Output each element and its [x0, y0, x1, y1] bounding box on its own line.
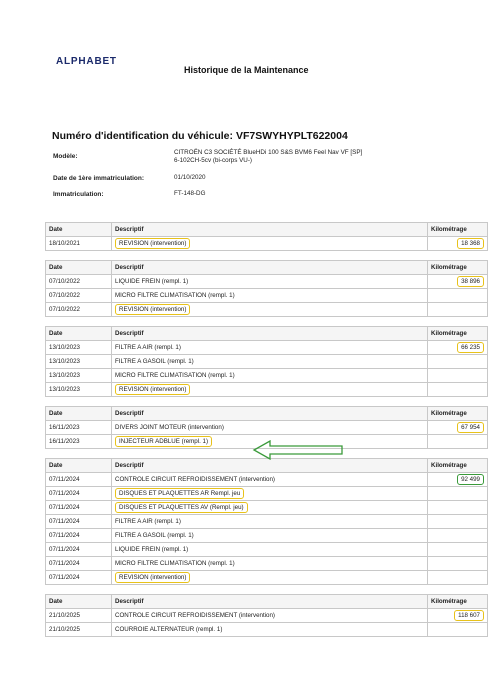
date-cell: 07/10/2022 [46, 303, 112, 317]
highlighted-mileage: 92 499 [457, 474, 484, 485]
table-row [46, 237, 488, 251]
column-header-description: Descriptif [112, 327, 428, 341]
highlighted-mileage: 18 368 [457, 238, 484, 249]
description-cell: MICRO FILTRE CLIMATISATION (rempl. 1) [112, 557, 428, 571]
table-header-row [46, 223, 488, 237]
table-row [46, 473, 488, 487]
highlighted-description: INJECTEUR ADBLUE (rempl. 1) [115, 436, 212, 447]
highlighted-description: REVISION (intervention) [115, 238, 190, 249]
visit-table [45, 326, 488, 397]
column-header-description: Descriptif [112, 459, 428, 473]
mileage-cell [428, 487, 488, 501]
date-cell: 07/10/2022 [46, 275, 112, 289]
column-header-date: Date [46, 407, 112, 421]
date-cell: 21/10/2025 [46, 623, 112, 637]
date-cell: 07/11/2024 [46, 543, 112, 557]
table-row [46, 289, 488, 303]
date-cell: 13/10/2023 [46, 383, 112, 397]
date-cell: 13/10/2023 [46, 355, 112, 369]
table-row [46, 501, 488, 515]
description-cell: LIQUIDE FREIN (rempl. 1) [112, 275, 428, 289]
model-value [174, 149, 444, 165]
table-header-row [46, 327, 488, 341]
table-header-row [46, 407, 488, 421]
date-cell: 07/11/2024 [46, 529, 112, 543]
table-row [46, 623, 488, 637]
mileage-cell [428, 275, 488, 289]
date-cell: 16/11/2023 [46, 435, 112, 449]
alphabet-logo: ALPHABET [56, 56, 117, 67]
highlighted-description: DISQUES ET PLAQUETTES AR Rempl. jeu [115, 488, 244, 499]
column-header-mileage: Kilométrage [428, 407, 488, 421]
registration-date-value: 01/10/2020 [174, 174, 206, 181]
column-header-description: Descriptif [112, 261, 428, 275]
description-cell [112, 487, 428, 501]
registration-date-label: Date de 1ère immatriculation: [53, 175, 145, 182]
column-header-mileage: Kilométrage [428, 595, 488, 609]
table-row [46, 303, 488, 317]
mileage-cell [428, 529, 488, 543]
table-row [46, 543, 488, 557]
mileage-cell [428, 473, 488, 487]
date-cell: 07/11/2024 [46, 501, 112, 515]
date-cell: 13/10/2023 [46, 341, 112, 355]
page-title: Historique de la Maintenance [184, 65, 309, 75]
column-header-date: Date [46, 327, 112, 341]
description-cell [112, 303, 428, 317]
mileage-cell [428, 369, 488, 383]
table-header-row [46, 595, 488, 609]
mileage-cell [428, 609, 488, 623]
description-cell: DIVERS JOINT MOTEUR (intervention) [112, 421, 428, 435]
table-row [46, 341, 488, 355]
date-cell: 07/11/2024 [46, 515, 112, 529]
table-row [46, 355, 488, 369]
table-row [46, 487, 488, 501]
column-header-description: Descriptif [112, 223, 428, 237]
description-cell: LIQUIDE FREIN (rempl. 1) [112, 543, 428, 557]
description-cell: FILTRE A GASOIL (rempl. 1) [112, 355, 428, 369]
description-cell: FILTRE A AIR (rempl. 1) [112, 515, 428, 529]
mileage-cell [428, 341, 488, 355]
column-header-date: Date [46, 459, 112, 473]
date-cell: 18/10/2021 [46, 237, 112, 251]
highlighted-description: DISQUES ET PLAQUETTES AV (Rempl. jeu) [115, 502, 248, 513]
column-header-mileage: Kilométrage [428, 327, 488, 341]
column-header-description: Descriptif [112, 595, 428, 609]
maintenance-history [45, 222, 480, 646]
mileage-cell [428, 501, 488, 515]
column-header-date: Date [46, 595, 112, 609]
date-cell: 07/11/2024 [46, 557, 112, 571]
model-line-1: CITROËN C3 SOCIÉTÉ BlueHDi 100 S&S BVM6 Feel Nav VF [SP] [174, 149, 363, 156]
highlighted-mileage: 66 235 [457, 342, 484, 353]
date-cell: 07/10/2022 [46, 289, 112, 303]
highlighted-description: REVISION (intervention) [115, 304, 190, 315]
table-row [46, 383, 488, 397]
date-cell: 07/11/2024 [46, 487, 112, 501]
description-cell: CONTROLE CIRCUIT REFROIDISSEMENT (intervention) [112, 473, 428, 487]
mileage-cell [428, 515, 488, 529]
highlighted-description: REVISION (intervention) [115, 384, 190, 395]
visit-table [45, 594, 488, 637]
mileage-cell [428, 543, 488, 557]
description-cell: FILTRE A AIR (rempl. 1) [112, 341, 428, 355]
table-row [46, 515, 488, 529]
model-label: Modèle: [53, 153, 78, 160]
description-cell: MICRO FILTRE CLIMATISATION (rempl. 1) [112, 289, 428, 303]
mileage-cell [428, 623, 488, 637]
column-header-date: Date [46, 223, 112, 237]
description-cell [112, 383, 428, 397]
mileage-cell [428, 421, 488, 435]
column-header-mileage: Kilométrage [428, 223, 488, 237]
visit-table [45, 260, 488, 317]
highlighted-mileage: 38 896 [457, 276, 484, 287]
mileage-cell [428, 289, 488, 303]
visit-table [45, 222, 488, 251]
column-header-description: Descriptif [112, 407, 428, 421]
description-cell: COURROIE ALTERNATEUR (rempl. 1) [112, 623, 428, 637]
highlighted-mileage: 67 954 [457, 422, 484, 433]
table-row [46, 369, 488, 383]
column-header-mileage: Kilométrage [428, 261, 488, 275]
description-cell: MICRO FILTRE CLIMATISATION (rempl. 1) [112, 369, 428, 383]
mileage-cell [428, 237, 488, 251]
table-header-row [46, 459, 488, 473]
table-header-row [46, 261, 488, 275]
mileage-cell [428, 303, 488, 317]
column-header-date: Date [46, 261, 112, 275]
description-cell: CONTROLE CIRCUIT REFROIDISSEMENT (intervention) [112, 609, 428, 623]
description-cell [112, 237, 428, 251]
date-cell: 07/11/2024 [46, 571, 112, 585]
date-cell: 07/11/2024 [46, 473, 112, 487]
table-row [46, 275, 488, 289]
column-header-mileage: Kilométrage [428, 459, 488, 473]
table-row [46, 529, 488, 543]
description-cell [112, 571, 428, 585]
mileage-cell [428, 435, 488, 449]
date-cell: 16/11/2023 [46, 421, 112, 435]
plate-label: Immatriculation: [53, 191, 104, 198]
mileage-cell [428, 355, 488, 369]
highlighted-mileage: 118 607 [454, 610, 484, 621]
vin-line [52, 130, 348, 142]
mileage-cell [428, 571, 488, 585]
model-line-2: 6-102CH-5cv (bi-corps VU-) [174, 157, 253, 164]
mileage-cell [428, 383, 488, 397]
green-arrow-annotation [252, 440, 344, 460]
table-row [46, 609, 488, 623]
date-cell: 13/10/2023 [46, 369, 112, 383]
vin-label: Numéro d'identification du véhicule: [52, 130, 234, 142]
plate-value: FT-148-DG [174, 190, 206, 197]
description-cell [112, 501, 428, 515]
description-cell: FILTRE A GASOIL (rempl. 1) [112, 529, 428, 543]
date-cell: 21/10/2025 [46, 609, 112, 623]
vin-value: VF7SWYHYPLT622004 [235, 130, 348, 142]
table-row [46, 571, 488, 585]
highlighted-description: REVISION (intervention) [115, 572, 190, 583]
table-row [46, 421, 488, 435]
table-row [46, 557, 488, 571]
visit-table [45, 458, 488, 585]
mileage-cell [428, 557, 488, 571]
